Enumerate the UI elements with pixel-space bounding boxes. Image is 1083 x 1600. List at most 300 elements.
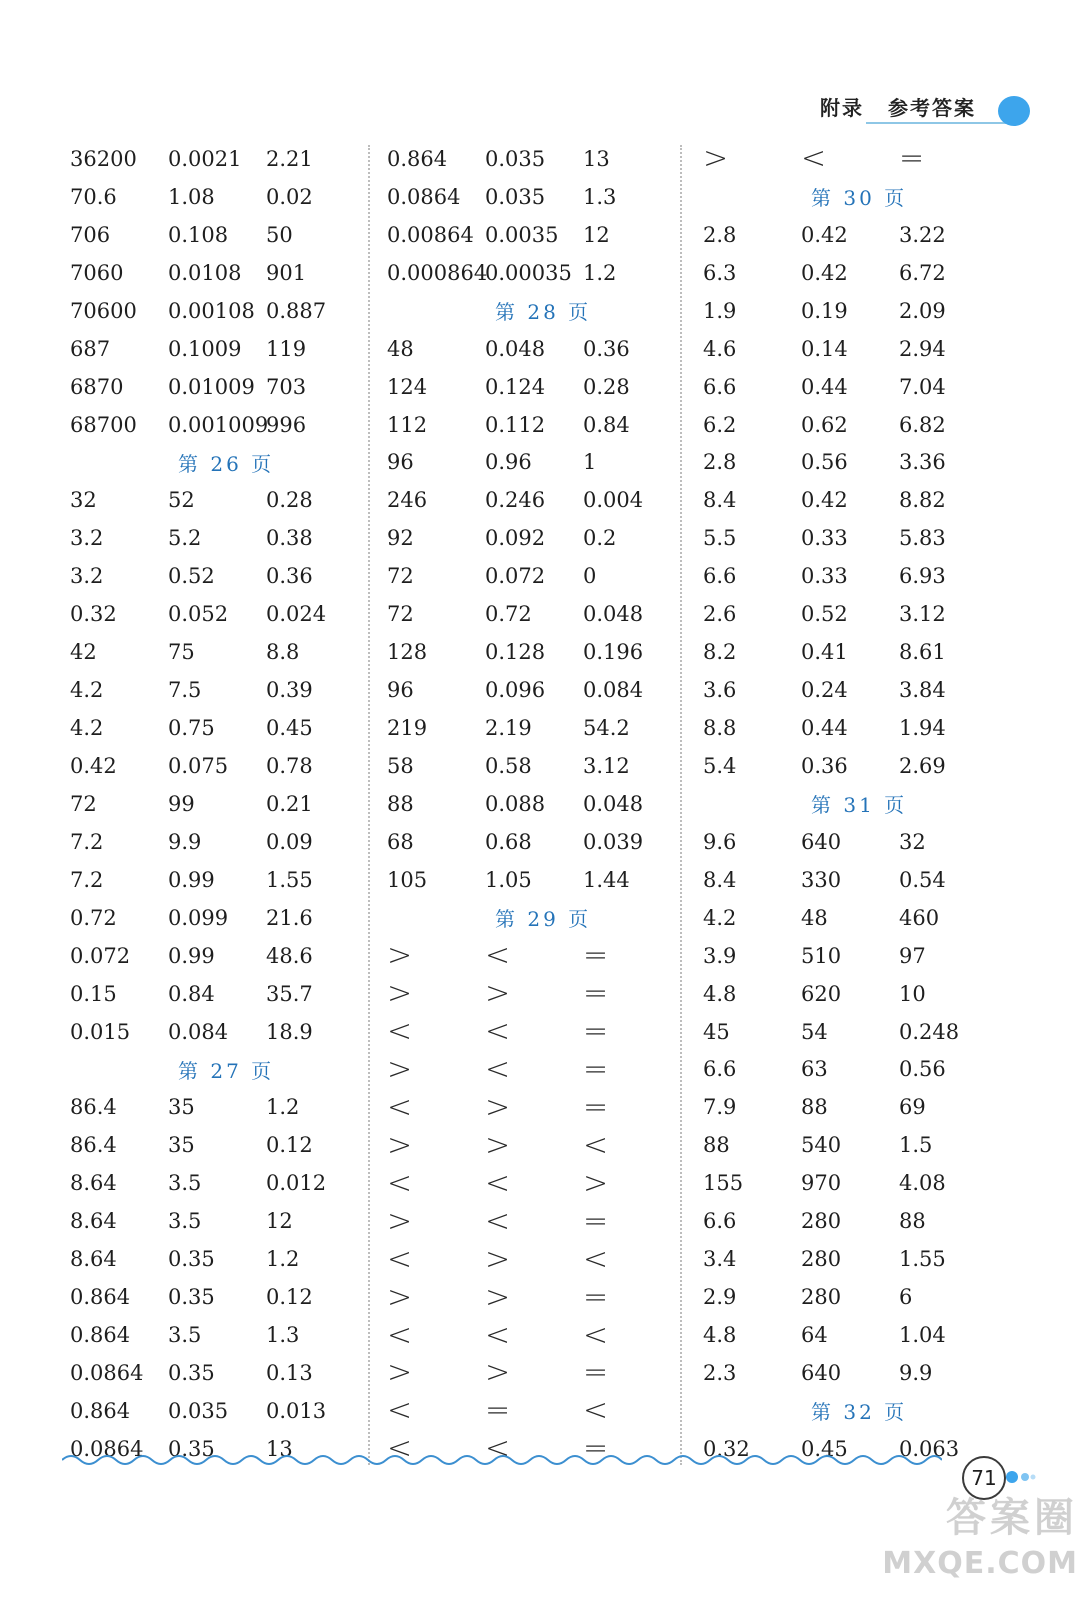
answer-value: 0.024 [266,602,327,627]
answer-row [70,1354,370,1392]
answer-row [703,1240,1003,1278]
comparison-row [703,140,1003,178]
answer-value: 0.887 [266,298,327,323]
comparison-symbol: < [485,1014,511,1050]
comparison-row [387,937,687,975]
comparison-symbol: > [583,1165,609,1201]
answer-value: 2.69 [899,753,946,778]
answer-value: 54 [801,1019,828,1044]
answer-value: 32 [70,488,97,513]
answer-value: 35 [168,1095,195,1120]
answer-value: 48.6 [266,943,313,968]
answer-value: 0.864 [70,1398,131,1423]
answer-row [703,406,1003,444]
answer-value: 88 [899,1209,926,1234]
answer-value: 0.012 [266,1171,327,1196]
comparison-row [387,1013,687,1051]
comparison-symbol: = [583,1051,609,1087]
answer-value: 0.112 [485,412,546,437]
answer-value: 6.82 [899,412,946,437]
watermark [868,1492,1078,1600]
answer-value: 2.94 [899,336,946,361]
answer-value: 5.4 [703,753,737,778]
answer-value: 0.45 [266,716,313,741]
answer-row [387,178,687,216]
answer-row [703,937,1003,975]
answer-value: 0.001009 [168,412,269,437]
answer-value: 0.196 [583,640,644,665]
comparison-symbol: > [485,1089,511,1125]
answer-value: 0.56 [801,450,848,475]
answer-value: 0.084 [168,1019,229,1044]
answer-row [703,861,1003,899]
answer-value: 0.0864 [70,1360,144,1385]
answer-value: 0.36 [801,753,848,778]
comparison-symbol: > [387,1203,413,1239]
answer-row [70,178,370,216]
comparison-symbol: = [583,1203,609,1239]
answer-value: 119 [266,336,307,361]
comparison-symbol: > [485,1241,511,1277]
comparison-symbol: = [583,1014,609,1050]
answer-value: 8.4 [703,488,737,513]
answer-value: 0.68 [485,829,532,854]
answer-value: 0.62 [801,412,848,437]
answer-value: 0.52 [801,602,848,627]
answer-value: 0.54 [899,867,946,892]
answer-value: 0.000864 [387,260,488,285]
answer-value: 0 [583,564,597,589]
answer-value: 1.2 [266,1095,300,1120]
answer-value: 8.61 [899,640,946,665]
answer-value: 4.8 [703,1323,737,1348]
answer-value: 48 [801,905,828,930]
answer-row [703,216,1003,254]
answer-row [387,595,687,633]
answer-value: 0.048 [583,791,644,816]
answer-row [70,557,370,595]
answer-value: 0.44 [801,716,848,741]
answer-value: 3.2 [70,564,104,589]
answer-value: 45 [703,1019,730,1044]
answer-row [703,671,1003,709]
comparison-row [387,1051,687,1089]
answer-row [70,292,370,330]
answer-row [70,140,370,178]
answer-value: 8.64 [70,1171,117,1196]
answer-row [70,1088,370,1126]
answer-value: 0.00035 [485,260,572,285]
comparison-symbol: < [485,938,511,974]
answer-row [70,1202,370,1240]
answer-value: 1.55 [266,867,313,892]
answer-row [387,519,687,557]
answer-value: 8.8 [703,716,737,741]
comparison-row [387,1202,687,1240]
answer-value: 219 [387,716,428,741]
comparison-row [387,1240,687,1278]
answer-value: 0.013 [266,1398,327,1423]
watermark-line-1: 答案圈 [946,1495,1078,1541]
answer-value: 2.8 [703,450,737,475]
answer-row [70,519,370,557]
answer-value: 0.0864 [70,1436,144,1461]
answer-value: 330 [801,867,842,892]
column-divider-1 [368,145,370,1465]
answer-row [387,330,687,368]
answer-value: 1.2 [583,260,617,285]
comparison-symbol: < [387,1089,413,1125]
answer-value: 3.22 [899,222,946,247]
page-number-dots [1006,1470,1036,1484]
answer-value: 0.0108 [168,260,242,285]
answer-value: 0.39 [266,678,313,703]
answer-value: 3.5 [168,1323,202,1348]
answer-row [70,975,370,1013]
answer-value: 640 [801,829,842,854]
answer-value: 0.124 [485,374,546,399]
comparison-row [387,1088,687,1126]
answer-value: 0.075 [168,753,229,778]
answer-value: 0.099 [168,905,229,930]
answer-value: 0.28 [266,488,313,513]
answer-value: 0.063 [899,1436,960,1461]
comparison-symbol: = [583,1431,609,1467]
answer-value: 0.13 [266,1360,313,1385]
answer-value: 7.04 [899,374,946,399]
answer-value: 0.99 [168,943,215,968]
answer-value: 18.9 [266,1019,313,1044]
answer-value: 4.08 [899,1171,946,1196]
answer-value: 0.12 [266,1285,313,1310]
answer-value: 1.94 [899,716,946,741]
answer-row [387,823,687,861]
answer-row [387,747,687,785]
answer-value: 105 [387,867,428,892]
answer-value: 99 [168,791,195,816]
answer-row [703,1316,1003,1354]
answer-value: 1.05 [485,867,532,892]
page-heading: 第 27 页 [178,1058,275,1083]
answer-value: 280 [801,1285,842,1310]
answer-row [70,368,370,406]
answer-value: 128 [387,640,428,665]
answer-value: 640 [801,1360,842,1385]
answer-value: 52 [168,488,195,513]
answer-value: 0.00864 [387,222,474,247]
answer-value: 246 [387,488,428,513]
answer-value: 1.3 [266,1323,300,1348]
answer-value: 48 [387,336,414,361]
answer-row [387,140,687,178]
answer-row [703,368,1003,406]
answer-value: 0.2 [583,526,617,551]
answer-value: 21.6 [266,905,313,930]
answer-row [387,671,687,709]
answer-value: 0.004 [583,488,644,513]
answer-column-3 [703,140,1003,1468]
answer-value: 901 [266,260,307,285]
answer-value: 3.4 [703,1247,737,1272]
comparison-symbol: > [387,1127,413,1163]
answer-value: 5.83 [899,526,946,551]
answer-row [703,709,1003,747]
answer-value: 88 [387,791,414,816]
comparison-symbol: = [583,1089,609,1125]
answer-value: 8.64 [70,1209,117,1234]
answer-row [70,1126,370,1164]
answer-value: 4.2 [70,678,104,703]
answer-value: 0.84 [168,981,215,1006]
answer-value: 0.246 [485,488,546,513]
page-heading-row [703,785,1003,823]
answer-value: 8.82 [899,488,946,513]
answer-value: 0.35 [168,1360,215,1385]
answer-value: 63 [801,1057,828,1082]
answer-value: 58 [387,753,414,778]
answer-value: 0.248 [899,1019,960,1044]
comparison-row [387,1164,687,1202]
comparison-row [387,1278,687,1316]
answer-value: 0.09 [266,829,313,854]
answer-value: 0.52 [168,564,215,589]
answer-value: 0.72 [485,602,532,627]
answer-value: 1.2 [266,1247,300,1272]
answer-value: 4.8 [703,981,737,1006]
answer-value: 124 [387,374,428,399]
answer-value: 6.6 [703,564,737,589]
answer-value: 0.048 [583,602,644,627]
answer-value: 7.9 [703,1095,737,1120]
answer-row [387,368,687,406]
answer-row [70,709,370,747]
answer-value: 3.36 [899,450,946,475]
answer-value: 0.0864 [387,184,461,209]
answer-value: 0.088 [485,791,546,816]
answer-row [387,216,687,254]
answer-value: 0.15 [70,981,117,1006]
answer-value: 70.6 [70,184,117,209]
answer-value: 12 [266,1209,293,1234]
answer-value: 8.4 [703,867,737,892]
answer-value: 703 [266,374,307,399]
answer-value: 0.092 [485,526,546,551]
answer-value: 88 [801,1095,828,1120]
answer-row [703,595,1003,633]
answer-value: 2.9 [703,1285,737,1310]
answer-value: 0.42 [801,222,848,247]
answer-row [70,633,370,671]
answer-value: 2.8 [703,222,737,247]
answer-value: 0.864 [387,146,448,171]
answer-value: 0.035 [485,184,546,209]
answer-row [70,595,370,633]
comparison-symbol: > [485,1127,511,1163]
answer-value: 75 [168,640,195,665]
page-heading-row [387,292,687,330]
answer-row [70,330,370,368]
answer-value: 2.3 [703,1360,737,1385]
answer-value: 88 [703,1133,730,1158]
answer-value: 6.6 [703,374,737,399]
answer-value: 970 [801,1171,842,1196]
answer-value: 7.2 [70,829,104,854]
answer-value: 2.6 [703,602,737,627]
answer-value: 687 [70,336,111,361]
answer-value: 0.42 [801,488,848,513]
answer-value: 0.01009 [168,374,255,399]
answer-row [70,671,370,709]
answer-value: 0.72 [70,905,117,930]
answer-value: 7.2 [70,867,104,892]
answer-row [703,1126,1003,1164]
answer-value: 50 [266,222,293,247]
answer-value: 1.3 [583,184,617,209]
answer-value: 68700 [70,412,137,437]
answer-value: 13 [583,146,610,171]
answer-row [703,557,1003,595]
column-divider-2 [680,145,682,1465]
answer-value: 1.55 [899,1247,946,1272]
answer-value: 0.084 [583,678,644,703]
answer-value: 35 [168,1133,195,1158]
answer-row [703,292,1003,330]
answer-value: 7060 [70,260,124,285]
answer-row [703,1278,1003,1316]
answer-value: 6.2 [703,412,737,437]
answer-value: 0.35 [168,1285,215,1310]
answer-value: 0.015 [70,1019,131,1044]
comparison-symbol: < [801,141,827,177]
answer-value: 0.28 [583,374,630,399]
answer-row [703,823,1003,861]
answer-value: 0.42 [801,260,848,285]
answer-value: 4.6 [703,336,737,361]
answer-value: 1.04 [899,1323,946,1348]
answer-row [703,254,1003,292]
answer-row [70,1316,370,1354]
comparison-symbol: < [387,1165,413,1201]
answer-value: 1.9 [703,298,737,323]
answer-value: 155 [703,1171,744,1196]
page-heading: 第 32 页 [811,1400,908,1425]
answer-row [70,937,370,975]
answer-value: 3.12 [583,753,630,778]
answer-value: 0.32 [703,1436,750,1461]
answer-value: 280 [801,1247,842,1272]
answer-value: 68 [387,829,414,854]
answer-value: 3.9 [703,943,737,968]
answer-value: 1.08 [168,184,215,209]
answer-value: 0.33 [801,564,848,589]
answer-value: 92 [387,526,414,551]
comparison-symbol: < [387,1014,413,1050]
answer-value: 1.44 [583,867,630,892]
page-header [820,92,976,121]
answer-value: 0.052 [168,602,229,627]
page-heading-row [703,1392,1003,1430]
answer-value: 0.33 [801,526,848,551]
answer-value: 0.78 [266,753,313,778]
answer-value: 0.0021 [168,146,242,171]
answer-row [387,557,687,595]
answer-value: 8.2 [703,640,737,665]
answer-value: 42 [70,640,97,665]
answer-value: 0.035 [485,146,546,171]
answer-value: 97 [899,943,926,968]
answer-row [703,747,1003,785]
watermark-line-2: MXQE.COM [882,1546,1078,1581]
answer-row [703,1013,1003,1051]
header-underline [866,122,1006,124]
answer-row [387,481,687,519]
answer-value: 0.108 [168,222,229,247]
answer-value: 620 [801,981,842,1006]
answer-value: 0.00108 [168,298,255,323]
comparison-symbol: < [583,1393,609,1429]
answer-value: 9.9 [168,829,202,854]
answer-value: 9.6 [703,829,737,854]
answer-value: 0.0035 [485,222,559,247]
answer-value: 8.64 [70,1247,117,1272]
comparison-symbol: < [387,1241,413,1277]
answer-value: 69 [899,1095,926,1120]
answer-value: 4.2 [70,716,104,741]
answer-value: 3.12 [899,602,946,627]
answer-value: 5.5 [703,526,737,551]
answer-value: 36200 [70,146,137,171]
answer-row [387,785,687,823]
answer-value: 0.44 [801,374,848,399]
comparison-symbol: = [583,1279,609,1315]
answer-value: 4.2 [703,905,737,930]
comparison-symbol: = [583,976,609,1012]
wave-divider [62,1450,942,1470]
answer-value: 3.6 [703,678,737,703]
answer-value: 0.35 [168,1436,215,1461]
answer-row [703,975,1003,1013]
answer-value: 0.864 [70,1323,131,1348]
answer-value: 72 [387,602,414,627]
answer-value: 280 [801,1209,842,1234]
comparison-symbol: < [583,1317,609,1353]
answer-value: 0.864 [70,1285,131,1310]
comparison-symbol: < [387,1317,413,1353]
answer-value: 35.7 [266,981,313,1006]
comparison-symbol: < [387,1431,413,1467]
answer-value: 86.4 [70,1133,117,1158]
page-heading: 第 28 页 [495,300,592,325]
page-number: 71 [962,1456,1006,1500]
answer-row [70,481,370,519]
answer-value: 96 [387,678,414,703]
answer-value: 996 [266,412,307,437]
answer-row [703,1164,1003,1202]
comparison-symbol: > [485,1279,511,1315]
answer-row [70,254,370,292]
answer-value: 0.072 [70,943,131,968]
answer-value: 0.048 [485,336,546,361]
answer-value: 0.56 [899,1057,946,1082]
answer-value: 0.36 [266,564,313,589]
comparison-symbol: < [485,1317,511,1353]
answer-value: 0.96 [485,450,532,475]
answer-value: 0.45 [801,1436,848,1461]
answer-value: 6.72 [899,260,946,285]
answer-value: 0.072 [485,564,546,589]
answer-row [387,406,687,444]
answer-row [703,444,1003,482]
